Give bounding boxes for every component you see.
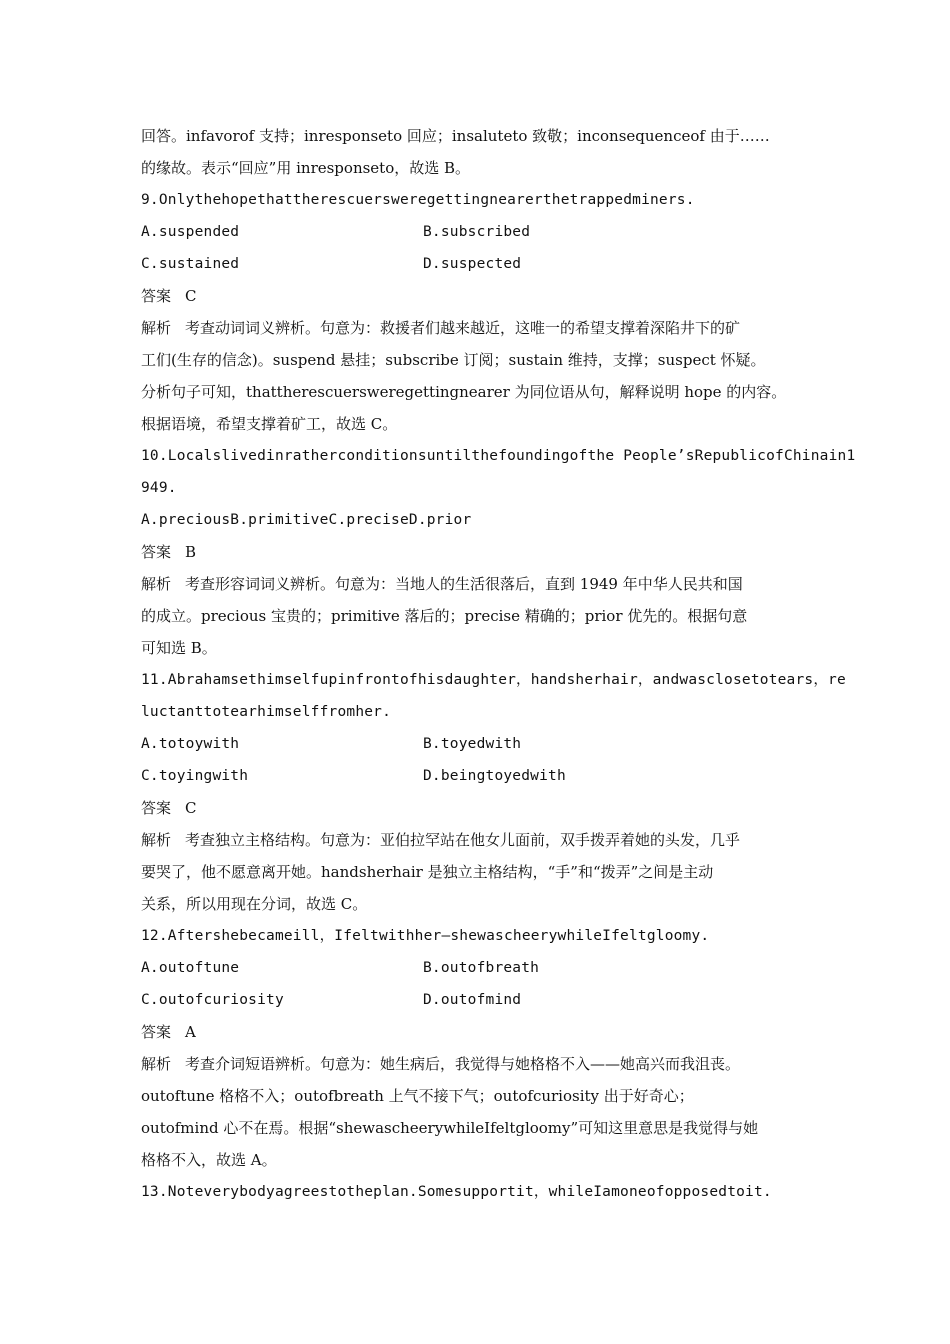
option-d: D.outofmind: [423, 992, 522, 1008]
answer-value: A: [185, 1023, 196, 1041]
question-stem: 9.Onlythehopethattherescuersweregettingnearerthetrappedminers.: [141, 192, 695, 208]
answer-value: B: [185, 543, 197, 561]
analysis-text: 考查动词词义辨析。句意为：救援者们越来越近，这唯一的希望支撑着深陷井下的矿: [185, 319, 741, 337]
answer-value: C: [185, 799, 197, 817]
question-stem: 10.Localslivedinratherconditionsuntilthefoundingofthe People’sRepublicofChinain1: [141, 448, 856, 464]
analysis-line: [141, 312, 821, 344]
text-line: 回答。infavorof 支持；inresponseto 回应；insaluteto 致敬；inconsequenceof 由于……: [141, 127, 770, 145]
option-row: [141, 216, 821, 248]
analysis-tag: 解析: [141, 831, 172, 849]
analysis-tag: 解析: [141, 1055, 172, 1073]
analysis-text: 考查形容词词义辨析。句意为：当地人的生活很落后，直到 1949 年中华人民共和国: [185, 575, 743, 593]
option-c: C.toyingwith: [141, 768, 249, 784]
option-row: [141, 248, 821, 280]
analysis-tag: 解析: [141, 575, 172, 593]
answer-line: [141, 1016, 821, 1048]
analysis-line: [141, 1048, 821, 1080]
analysis-line: [141, 568, 821, 600]
option-a: A.totoywith: [141, 736, 240, 752]
answer-value: C: [185, 287, 197, 305]
answer-tag: 答案: [141, 799, 172, 817]
option-c: C.sustained: [141, 256, 240, 272]
analysis-line: 工们(生存的信念)。suspend 悬挂；subscribe 订阅；sustain 维持，支撑；suspect 怀疑。: [141, 351, 766, 369]
analysis-line: 要哭了，他不愿意离开她。handsherhair 是独立主格结构，“手”和“拨弄”之间是主动: [141, 863, 714, 881]
answer-tag: 答案: [141, 287, 172, 305]
analysis-line: outofmind 心不在焉。根据“shewascheerywhileIfeltgloomy”可知这里意思是我觉得与她: [141, 1119, 759, 1137]
analysis-line: 根据语境，希望支撑着矿工，故选 C。: [141, 415, 398, 433]
document-page: [141, 120, 856, 1208]
analysis-line: 分析句子可知，thattherescuersweregettingnearer 为同位语从句，解释说明 hope 的内容。: [141, 383, 787, 401]
text-line: 的缘故。表示“回应”用 inresponseto，故选 B。: [141, 159, 471, 177]
question-stem: 11.Abrahamsethimselfupinfrontofhisdaughter，handsherhair，andwasclosetotears，re: [141, 672, 846, 688]
option-row: [141, 760, 821, 792]
question-stem: 13.Noteverybodyagreestotheplan.Somesupportit，whileIamoneofopposedtoit.: [141, 1184, 772, 1200]
option-d: D.suspected: [423, 256, 522, 272]
question-stem: 12.Aftershebecameill，Ifeltwithher—shewascheerywhileIfeltgloomy.: [141, 928, 710, 944]
answer-tag: 答案: [141, 543, 172, 561]
option-row: [141, 728, 821, 760]
answer-tag: 答案: [141, 1023, 172, 1041]
option-row: [141, 952, 821, 984]
analysis-line: 可知选 B。: [141, 639, 217, 657]
option-b: B.toyedwith: [423, 736, 522, 752]
analysis-text: 考查独立主格结构。句意为：亚伯拉罕站在他女儿面前，双手拨弄着她的头发，几乎: [185, 831, 741, 849]
analysis-line: [141, 824, 821, 856]
analysis-line: outoftune 格格不入；outofbreath 上气不接下气；outofcuriosity 出于好奇心；: [141, 1087, 694, 1105]
option-d: D.beingtoyedwith: [423, 768, 566, 784]
option-a: A.suspended: [141, 224, 240, 240]
analysis-line: 的成立。precious 宝贵的；primitive 落后的；precise 精确的；prior 优先的。根据句意: [141, 607, 748, 625]
answer-line: [141, 280, 821, 312]
answer-line: [141, 536, 821, 568]
option-b: B.outofbreath: [423, 960, 540, 976]
option-row: A.preciousB.primitiveC.preciseD.prior: [141, 512, 472, 528]
option-row: [141, 984, 821, 1016]
analysis-tag: 解析: [141, 319, 172, 337]
option-a: A.outoftune: [141, 960, 240, 976]
question-stem: luctanttotearhimselffromher.: [141, 704, 392, 720]
analysis-line: 关系，所以用现在分词，故选 C。: [141, 895, 368, 913]
analysis-text: 考查介词短语辨析。句意为：她生病后，我觉得与她格格不入——她高兴而我沮丧。: [185, 1055, 741, 1073]
question-stem: 949.: [141, 480, 177, 496]
analysis-line: 格格不入，故选 A。: [141, 1151, 277, 1169]
option-c: C.outofcuriosity: [141, 992, 284, 1008]
answer-line: [141, 792, 821, 824]
option-b: B.subscribed: [423, 224, 531, 240]
